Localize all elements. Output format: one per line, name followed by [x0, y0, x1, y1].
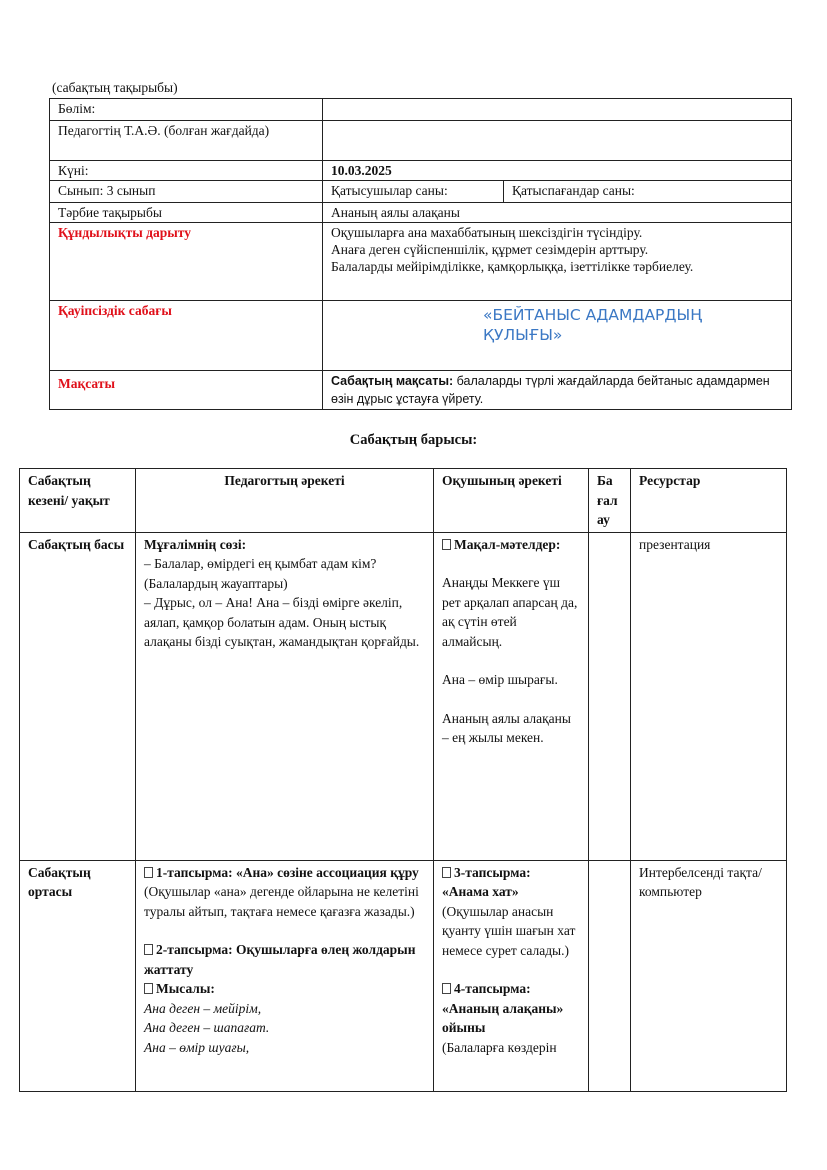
class-row — [50, 181, 792, 203]
values-row — [50, 223, 792, 301]
task4-text: (Балаларға көздерін — [442, 1039, 557, 1055]
values-line: Оқушыларға ана махаббатының шексіздігін түсіндіру. — [331, 225, 643, 240]
proverb-item: Ананың аялы алақаны – ең жылы мекен. — [442, 710, 571, 745]
teacher-value[interactable] — [323, 121, 792, 161]
values-line: Балаларды мейірімділікке, қамқорлыққа, ізеттілікке тәрбиелеу. — [331, 259, 694, 274]
absent-count-label[interactable]: Қатыспағандар саны: — [504, 181, 792, 203]
teacher-label: Педагогтің Т.А.Ә. (болған жағдайда) — [50, 121, 323, 161]
header-evaluation: Ба ғал ау — [589, 469, 631, 533]
checkbox-icon — [442, 983, 451, 994]
goal-text[interactable] — [323, 371, 792, 410]
poem-line: Ана – өмір шуағы, — [144, 1039, 250, 1055]
lesson-header-row — [20, 469, 787, 533]
section-value[interactable] — [323, 99, 792, 121]
values-line: Анаға деген сүйіспеншілік, құрмет сезімдерін арттыру. — [331, 242, 649, 257]
date-value[interactable]: 10.03.2025 — [323, 161, 792, 181]
header-student-action: Оқушының әрекеті — [434, 469, 589, 533]
upbringing-label: Тәрбие тақырыбы — [50, 203, 323, 223]
resources-beginning: презентация — [631, 532, 787, 860]
task4-title: 4-тапсырма: «Ананың алақаны» ойыны — [442, 981, 564, 1035]
task1-title: 1-тапсырма: «Ана» сөзіне ассоциация құру — [156, 864, 419, 880]
example-title: Мысалы: — [156, 981, 215, 996]
values-text[interactable] — [323, 223, 792, 301]
teacher-action-middle[interactable] — [136, 860, 434, 1091]
student-action-middle[interactable] — [434, 860, 589, 1091]
task1-text: (Оқушылар «ана» дегенде ойларына не келетіні туралы айтып, тақтаға немесе қағазға жазады.) — [144, 884, 419, 919]
task3-text: (Оқушылар анасын қуанту үшін шағын хат немесе сурет салады.) — [442, 903, 576, 958]
header-teacher-action: Педагогтың әрекеті — [136, 469, 434, 533]
values-label: Құндылықты дарыту — [50, 223, 323, 301]
safety-row — [50, 301, 792, 371]
section-row — [50, 99, 792, 121]
checkbox-icon — [442, 539, 451, 550]
lesson-row-beginning — [20, 532, 787, 860]
goal-bold-prefix: Сабақтың мақсаты: — [331, 374, 454, 388]
present-count-label[interactable]: Қатысушылар саны: — [323, 181, 504, 203]
upbringing-row — [50, 203, 792, 223]
lesson-progress-heading: Сабақтың барысы: — [349, 432, 478, 448]
date-row — [50, 161, 792, 181]
checkbox-icon — [442, 867, 451, 878]
safety-label: Қауіпсіздік сабағы — [50, 301, 323, 371]
teacher-speech-title: Мұғалімнің сөзі: — [144, 536, 247, 552]
lesson-topic-caption: (сабақтың тақырыбы) — [52, 80, 178, 95]
stage-beginning: Сабақтың басы — [20, 532, 136, 860]
proverb-item: Ана – өмір шырағы. — [442, 672, 558, 687]
proverbs-title: Мақал-мәтелдер: — [454, 536, 561, 552]
task3-title: 3-тапсырма: «Анама хат» — [442, 864, 531, 899]
checkbox-icon — [144, 944, 153, 955]
teacher-speech-line: – Дұрыс, ол – Ана! Ана – бізді өмірге әкеліп, аялап, қамқор болатын адам. Оның ыстық алақаны бізді суықтан, жамандықтан қорғайды. — [144, 595, 420, 649]
safety-topic-title: «БЕЙТАНЫС АДАМДАРДЫҢ ҚУЛЫҒЫ» — [483, 306, 702, 344]
header-stage: Сабақтың кезені/ уақыт — [20, 469, 136, 533]
safety-cell[interactable] — [323, 301, 792, 371]
goal-description: балаларды түрлі жағдайларда бейтаныс адамдармен өзін дұрыс ұстауға үйрету. — [331, 374, 770, 406]
checkbox-icon — [144, 867, 153, 878]
header-resources: Ресурстар — [631, 469, 787, 533]
stage-middle: Сабақтың ортасы — [20, 860, 136, 1091]
poem-line: Ана деген – мейірім, — [144, 1000, 262, 1016]
class-label: Сынып: 3 сынып — [50, 181, 323, 203]
proverb-item: Анаңды Меккеге үш рет арқалап апарсаң да, ақ сүтін өтей алмайсың. — [442, 575, 578, 649]
goal-row — [50, 371, 792, 410]
date-label: Күні: — [50, 161, 323, 181]
lesson-info-table — [49, 98, 792, 410]
teacher-speech-line: – Балалар, өмірдегі ең қымбат адам кім? (Балалардың жауаптары) — [144, 556, 377, 591]
evaluation-beginning[interactable] — [589, 532, 631, 860]
checkbox-icon — [144, 983, 153, 994]
section-label: Бөлім: — [50, 99, 323, 121]
lesson-row-middle — [20, 860, 787, 1091]
poem-line: Ана деген – шапағат. — [144, 1020, 270, 1035]
evaluation-middle[interactable] — [589, 860, 631, 1091]
goal-label: Мақсаты — [50, 371, 323, 410]
upbringing-value[interactable]: Ананың аялы алақаны — [323, 203, 792, 223]
lesson-plan-table — [19, 468, 787, 1092]
resources-middle: Интербелсенді тақта/ компьютер — [631, 860, 787, 1091]
teacher-row — [50, 121, 792, 161]
task2-title: 2-тапсырма: Оқушыларға өлең жолдарын жаттату — [144, 942, 416, 977]
teacher-action-beginning[interactable] — [136, 532, 434, 860]
student-action-beginning[interactable] — [434, 532, 589, 860]
